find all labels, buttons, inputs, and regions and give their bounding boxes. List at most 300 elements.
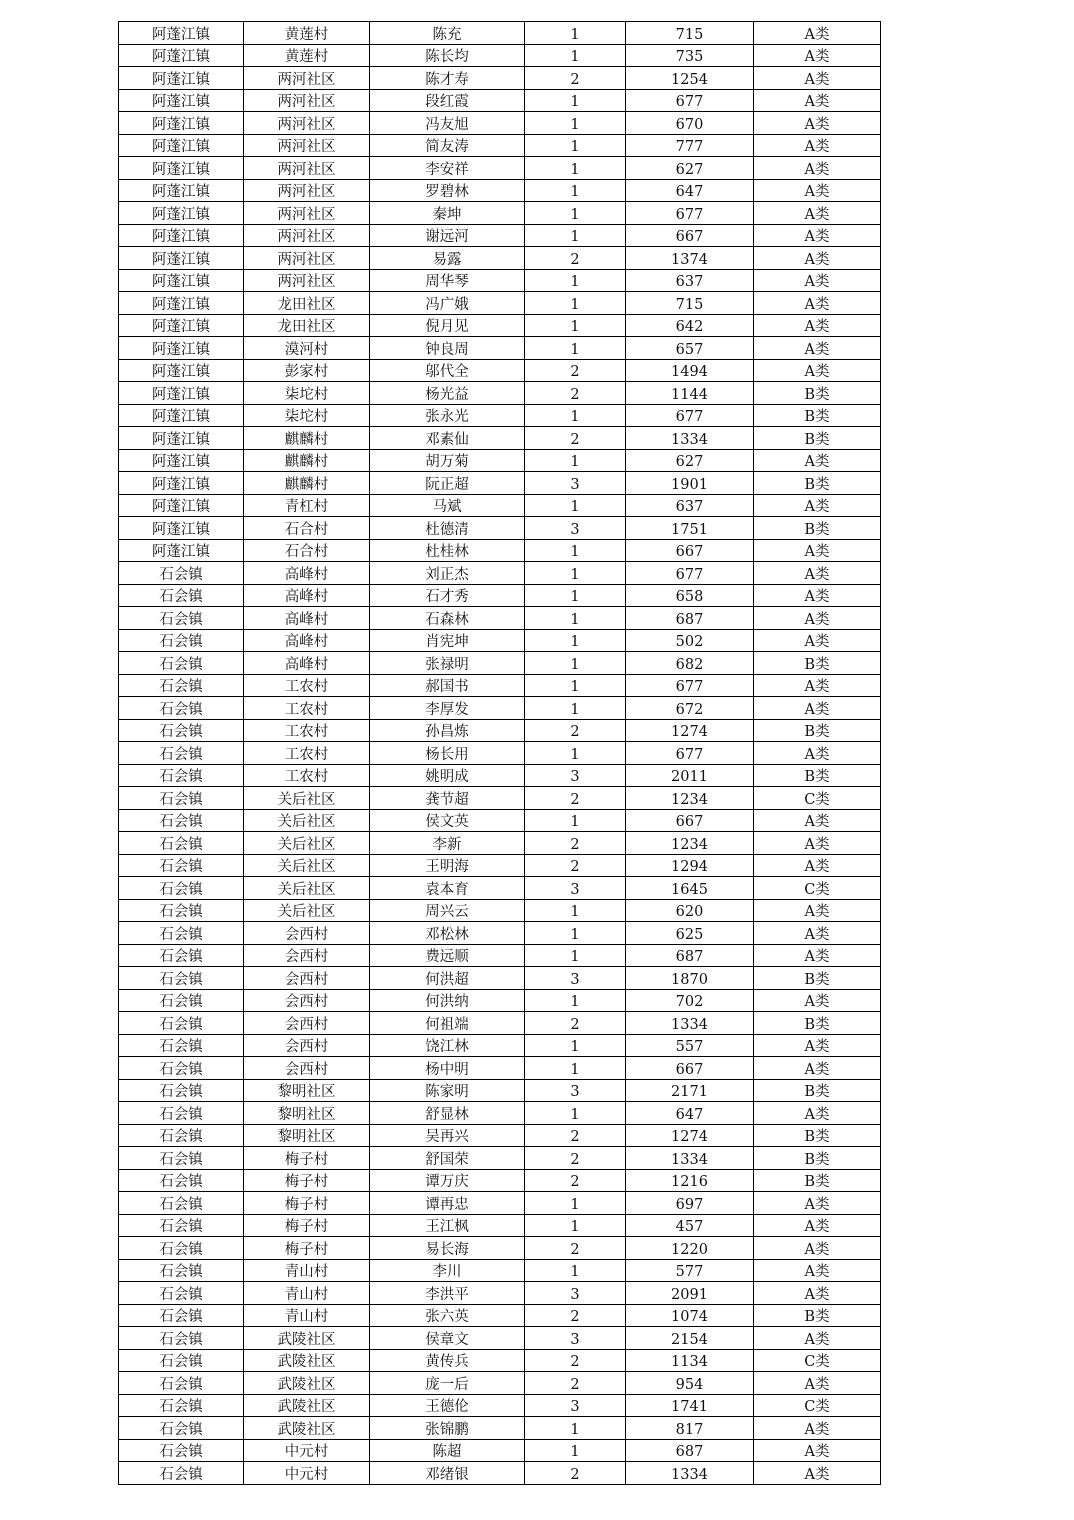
amount-cell: 687 (626, 1439, 754, 1462)
table-row (119, 337, 881, 360)
household-size-cell: 1 (525, 494, 626, 517)
town-cell: 阿蓬江镇 (119, 89, 244, 112)
household-size-cell: 1 (525, 157, 626, 180)
table-row (119, 1169, 881, 1192)
amount-cell: 1074 (626, 1304, 754, 1327)
name-cell: 杨中明 (370, 1057, 525, 1080)
household-size-cell: 1 (525, 584, 626, 607)
town-cell: 阿蓬江镇 (119, 359, 244, 382)
category-cell: A类 (754, 1462, 881, 1485)
amount-cell: 1144 (626, 382, 754, 405)
name-cell: 张禄明 (370, 652, 525, 675)
name-cell: 阮正超 (370, 472, 525, 495)
name-cell: 侯文英 (370, 809, 525, 832)
town-cell: 石会镇 (119, 1259, 244, 1282)
name-cell: 谭万庆 (370, 1169, 525, 1192)
table-row (119, 832, 881, 855)
table-row (119, 202, 881, 225)
category-cell: A类 (754, 494, 881, 517)
amount-cell: 577 (626, 1259, 754, 1282)
category-cell: A类 (754, 944, 881, 967)
category-cell: A类 (754, 44, 881, 67)
category-cell: A类 (754, 539, 881, 562)
town-cell: 石会镇 (119, 1282, 244, 1305)
village-cell: 黎明社区 (244, 1124, 370, 1147)
table-row (119, 449, 881, 472)
table-row (119, 742, 881, 765)
table-row (119, 787, 881, 810)
name-cell: 张永光 (370, 404, 525, 427)
household-size-cell: 2 (525, 1462, 626, 1485)
amount-cell: 1274 (626, 1124, 754, 1147)
category-cell: B类 (754, 1079, 881, 1102)
table-row (119, 1102, 881, 1125)
table-row (119, 1057, 881, 1080)
village-cell: 两河社区 (244, 157, 370, 180)
town-cell: 石会镇 (119, 944, 244, 967)
name-cell: 袁本育 (370, 877, 525, 900)
village-cell: 工农村 (244, 742, 370, 765)
name-cell: 杜桂林 (370, 539, 525, 562)
town-cell: 石会镇 (119, 562, 244, 585)
name-cell: 何洪超 (370, 967, 525, 990)
town-cell: 阿蓬江镇 (119, 157, 244, 180)
table-row (119, 112, 881, 135)
name-cell: 杜德清 (370, 517, 525, 540)
town-cell: 阿蓬江镇 (119, 44, 244, 67)
amount-cell: 647 (626, 1102, 754, 1125)
amount-cell: 677 (626, 89, 754, 112)
village-cell: 梅子村 (244, 1147, 370, 1170)
amount-cell: 1494 (626, 359, 754, 382)
table-row (119, 427, 881, 450)
town-cell: 石会镇 (119, 1327, 244, 1350)
household-size-cell: 2 (525, 427, 626, 450)
household-size-cell: 1 (525, 989, 626, 1012)
village-cell: 武陵社区 (244, 1372, 370, 1395)
amount-cell: 735 (626, 44, 754, 67)
village-cell: 两河社区 (244, 224, 370, 247)
town-cell: 阿蓬江镇 (119, 472, 244, 495)
town-cell: 阿蓬江镇 (119, 224, 244, 247)
town-cell: 阿蓬江镇 (119, 247, 244, 270)
name-cell: 张锦鹏 (370, 1417, 525, 1440)
town-cell: 石会镇 (119, 1192, 244, 1215)
name-cell: 黄传兵 (370, 1349, 525, 1372)
name-cell: 陈长均 (370, 44, 525, 67)
household-size-cell: 3 (525, 877, 626, 900)
town-cell: 石会镇 (119, 989, 244, 1012)
household-size-cell: 3 (525, 1282, 626, 1305)
town-cell: 石会镇 (119, 742, 244, 765)
table-row (119, 494, 881, 517)
household-size-cell: 3 (525, 1327, 626, 1350)
category-cell: C类 (754, 1394, 881, 1417)
town-cell: 阿蓬江镇 (119, 494, 244, 517)
table-row (119, 1214, 881, 1237)
household-size-cell: 1 (525, 1417, 626, 1440)
household-size-cell: 2 (525, 247, 626, 270)
village-cell: 高峰村 (244, 584, 370, 607)
table-row (119, 1237, 881, 1260)
category-cell: C类 (754, 877, 881, 900)
amount-cell: 667 (626, 1057, 754, 1080)
name-cell: 简友涛 (370, 134, 525, 157)
amount-cell: 1334 (626, 1012, 754, 1035)
table-row (119, 539, 881, 562)
town-cell: 石会镇 (119, 1034, 244, 1057)
village-cell: 青山村 (244, 1259, 370, 1282)
category-cell: B类 (754, 382, 881, 405)
town-cell: 石会镇 (119, 629, 244, 652)
table-row (119, 1034, 881, 1057)
town-cell: 石会镇 (119, 1394, 244, 1417)
amount-cell: 557 (626, 1034, 754, 1057)
category-cell: A类 (754, 1259, 881, 1282)
category-cell: A类 (754, 832, 881, 855)
data-table (118, 21, 881, 1485)
amount-cell: 777 (626, 134, 754, 157)
name-cell: 陈家明 (370, 1079, 525, 1102)
category-cell: A类 (754, 697, 881, 720)
town-cell: 石会镇 (119, 697, 244, 720)
table-row (119, 562, 881, 585)
village-cell: 龙田社区 (244, 314, 370, 337)
amount-cell: 1254 (626, 67, 754, 90)
table-row (119, 877, 881, 900)
name-cell: 李安祥 (370, 157, 525, 180)
village-cell: 工农村 (244, 697, 370, 720)
category-cell: A类 (754, 1372, 881, 1395)
household-size-cell: 3 (525, 967, 626, 990)
household-size-cell: 1 (525, 1439, 626, 1462)
household-size-cell: 1 (525, 1057, 626, 1080)
category-cell: A类 (754, 449, 881, 472)
name-cell: 秦坤 (370, 202, 525, 225)
village-cell: 麒麟村 (244, 472, 370, 495)
amount-cell: 667 (626, 539, 754, 562)
name-cell: 孙昌炼 (370, 719, 525, 742)
amount-cell: 715 (626, 22, 754, 45)
village-cell: 青杠村 (244, 494, 370, 517)
table-row (119, 1192, 881, 1215)
village-cell: 两河社区 (244, 134, 370, 157)
category-cell: A类 (754, 314, 881, 337)
category-cell: A类 (754, 359, 881, 382)
amount-cell: 502 (626, 629, 754, 652)
name-cell: 段红霞 (370, 89, 525, 112)
name-cell: 王德伦 (370, 1394, 525, 1417)
household-size-cell: 1 (525, 607, 626, 630)
amount-cell: 687 (626, 607, 754, 630)
village-cell: 两河社区 (244, 89, 370, 112)
village-cell: 会西村 (244, 944, 370, 967)
table-row (119, 382, 881, 405)
village-cell: 会西村 (244, 967, 370, 990)
amount-cell: 677 (626, 674, 754, 697)
category-cell: B类 (754, 404, 881, 427)
amount-cell: 625 (626, 922, 754, 945)
village-cell: 工农村 (244, 719, 370, 742)
name-cell: 周兴云 (370, 899, 525, 922)
town-cell: 阿蓬江镇 (119, 517, 244, 540)
category-cell: B类 (754, 719, 881, 742)
village-cell: 武陵社区 (244, 1349, 370, 1372)
amount-cell: 1645 (626, 877, 754, 900)
household-size-cell: 1 (525, 404, 626, 427)
household-size-cell: 1 (525, 22, 626, 45)
town-cell: 阿蓬江镇 (119, 67, 244, 90)
household-size-cell: 1 (525, 1259, 626, 1282)
amount-cell: 2011 (626, 764, 754, 787)
village-cell: 关后社区 (244, 899, 370, 922)
village-cell: 两河社区 (244, 179, 370, 202)
household-size-cell: 1 (525, 202, 626, 225)
category-cell: A类 (754, 202, 881, 225)
amount-cell: 620 (626, 899, 754, 922)
town-cell: 石会镇 (119, 967, 244, 990)
name-cell: 庞一后 (370, 1372, 525, 1395)
village-cell: 中元村 (244, 1439, 370, 1462)
village-cell: 会西村 (244, 1034, 370, 1057)
village-cell: 麒麟村 (244, 427, 370, 450)
table-row (119, 179, 881, 202)
category-cell: A类 (754, 157, 881, 180)
amount-cell: 697 (626, 1192, 754, 1215)
category-cell: A类 (754, 674, 881, 697)
table-row (119, 629, 881, 652)
town-cell: 阿蓬江镇 (119, 112, 244, 135)
category-cell: A类 (754, 629, 881, 652)
name-cell: 杨长用 (370, 742, 525, 765)
village-cell: 青山村 (244, 1304, 370, 1327)
name-cell: 舒国荣 (370, 1147, 525, 1170)
name-cell: 石森林 (370, 607, 525, 630)
amount-cell: 1751 (626, 517, 754, 540)
town-cell: 石会镇 (119, 877, 244, 900)
category-cell: B类 (754, 1169, 881, 1192)
category-cell: A类 (754, 1214, 881, 1237)
table-row (119, 1282, 881, 1305)
category-cell: A类 (754, 1439, 881, 1462)
table-row (119, 247, 881, 270)
household-size-cell: 2 (525, 1012, 626, 1035)
table-row (119, 922, 881, 945)
town-cell: 石会镇 (119, 1372, 244, 1395)
category-cell: A类 (754, 1237, 881, 1260)
town-cell: 石会镇 (119, 674, 244, 697)
household-size-cell: 2 (525, 1304, 626, 1327)
town-cell: 阿蓬江镇 (119, 427, 244, 450)
table-row (119, 1417, 881, 1440)
category-cell: B类 (754, 1304, 881, 1327)
table-row (119, 1349, 881, 1372)
village-cell: 会西村 (244, 989, 370, 1012)
amount-cell: 637 (626, 494, 754, 517)
town-cell: 阿蓬江镇 (119, 179, 244, 202)
amount-cell: 1334 (626, 1147, 754, 1170)
category-cell: A类 (754, 89, 881, 112)
town-cell: 阿蓬江镇 (119, 292, 244, 315)
household-size-cell: 2 (525, 832, 626, 855)
category-cell: A类 (754, 67, 881, 90)
town-cell: 石会镇 (119, 1462, 244, 1485)
amount-cell: 1294 (626, 854, 754, 877)
household-size-cell: 1 (525, 134, 626, 157)
amount-cell: 1274 (626, 719, 754, 742)
name-cell: 何祖端 (370, 1012, 525, 1035)
table-row (119, 652, 881, 675)
table-row (119, 1462, 881, 1485)
amount-cell: 2171 (626, 1079, 754, 1102)
village-cell: 武陵社区 (244, 1417, 370, 1440)
household-size-cell: 1 (525, 337, 626, 360)
town-cell: 石会镇 (119, 1079, 244, 1102)
village-cell: 梅子村 (244, 1169, 370, 1192)
table-row (119, 224, 881, 247)
category-cell: A类 (754, 247, 881, 270)
amount-cell: 627 (626, 157, 754, 180)
category-cell: A类 (754, 922, 881, 945)
table-row (119, 764, 881, 787)
amount-cell: 682 (626, 652, 754, 675)
name-cell: 易露 (370, 247, 525, 270)
town-cell: 石会镇 (119, 1439, 244, 1462)
town-cell: 阿蓬江镇 (119, 22, 244, 45)
table-row (119, 809, 881, 832)
name-cell: 龚节超 (370, 787, 525, 810)
amount-cell: 672 (626, 697, 754, 720)
town-cell: 石会镇 (119, 832, 244, 855)
village-cell: 黄莲村 (244, 22, 370, 45)
household-size-cell: 1 (525, 292, 626, 315)
village-cell: 关后社区 (244, 787, 370, 810)
town-cell: 阿蓬江镇 (119, 202, 244, 225)
town-cell: 石会镇 (119, 1147, 244, 1170)
spreadsheet-page (118, 21, 881, 1485)
household-size-cell: 1 (525, 697, 626, 720)
village-cell: 工农村 (244, 674, 370, 697)
name-cell: 易长海 (370, 1237, 525, 1260)
town-cell: 石会镇 (119, 1349, 244, 1372)
category-cell: A类 (754, 337, 881, 360)
amount-cell: 677 (626, 562, 754, 585)
town-cell: 阿蓬江镇 (119, 404, 244, 427)
village-cell: 柒坨村 (244, 382, 370, 405)
category-cell: C类 (754, 787, 881, 810)
household-size-cell: 1 (525, 89, 626, 112)
table-row (119, 1327, 881, 1350)
table-row (119, 1439, 881, 1462)
household-size-cell: 1 (525, 899, 626, 922)
household-size-cell: 2 (525, 1349, 626, 1372)
village-cell: 两河社区 (244, 247, 370, 270)
household-size-cell: 1 (525, 562, 626, 585)
household-size-cell: 2 (525, 719, 626, 742)
town-cell: 石会镇 (119, 1417, 244, 1440)
village-cell: 会西村 (244, 1012, 370, 1035)
household-size-cell: 1 (525, 944, 626, 967)
table-row (119, 697, 881, 720)
table-body (119, 22, 881, 1485)
household-size-cell: 1 (525, 1214, 626, 1237)
town-cell: 石会镇 (119, 584, 244, 607)
category-cell: A类 (754, 179, 881, 202)
name-cell: 李洪平 (370, 1282, 525, 1305)
category-cell: B类 (754, 427, 881, 450)
household-size-cell: 1 (525, 922, 626, 945)
category-cell: B类 (754, 764, 881, 787)
amount-cell: 1334 (626, 427, 754, 450)
table-row (119, 1304, 881, 1327)
amount-cell: 1374 (626, 247, 754, 270)
household-size-cell: 2 (525, 67, 626, 90)
table-row (119, 1394, 881, 1417)
town-cell: 石会镇 (119, 809, 244, 832)
household-size-cell: 1 (525, 179, 626, 202)
village-cell: 柒坨村 (244, 404, 370, 427)
name-cell: 侯章文 (370, 1327, 525, 1350)
village-cell: 中元村 (244, 1462, 370, 1485)
town-cell: 阿蓬江镇 (119, 269, 244, 292)
name-cell: 王江枫 (370, 1214, 525, 1237)
village-cell: 高峰村 (244, 607, 370, 630)
category-cell: A类 (754, 112, 881, 135)
category-cell: A类 (754, 1282, 881, 1305)
category-cell: A类 (754, 1102, 881, 1125)
amount-cell: 677 (626, 742, 754, 765)
town-cell: 石会镇 (119, 1012, 244, 1035)
amount-cell: 1234 (626, 787, 754, 810)
category-cell: A类 (754, 22, 881, 45)
name-cell: 姚明成 (370, 764, 525, 787)
amount-cell: 1334 (626, 1462, 754, 1485)
town-cell: 石会镇 (119, 652, 244, 675)
town-cell: 阿蓬江镇 (119, 449, 244, 472)
amount-cell: 670 (626, 112, 754, 135)
household-size-cell: 1 (525, 742, 626, 765)
town-cell: 石会镇 (119, 1102, 244, 1125)
household-size-cell: 1 (525, 314, 626, 337)
name-cell: 杨光益 (370, 382, 525, 405)
amount-cell: 627 (626, 449, 754, 472)
name-cell: 李厚发 (370, 697, 525, 720)
name-cell: 陈才寿 (370, 67, 525, 90)
category-cell: C类 (754, 1349, 881, 1372)
name-cell: 石才秀 (370, 584, 525, 607)
town-cell: 石会镇 (119, 607, 244, 630)
name-cell: 邓素仙 (370, 427, 525, 450)
household-size-cell: 2 (525, 382, 626, 405)
name-cell: 冯广娥 (370, 292, 525, 315)
village-cell: 青山村 (244, 1282, 370, 1305)
category-cell: A类 (754, 562, 881, 585)
category-cell: A类 (754, 989, 881, 1012)
name-cell: 谭再忠 (370, 1192, 525, 1215)
village-cell: 会西村 (244, 922, 370, 945)
table-row (119, 134, 881, 157)
village-cell: 石合村 (244, 539, 370, 562)
household-size-cell: 1 (525, 269, 626, 292)
village-cell: 武陵社区 (244, 1327, 370, 1350)
village-cell: 关后社区 (244, 809, 370, 832)
table-row (119, 674, 881, 697)
town-cell: 石会镇 (119, 719, 244, 742)
village-cell: 黎明社区 (244, 1079, 370, 1102)
town-cell: 石会镇 (119, 854, 244, 877)
amount-cell: 817 (626, 1417, 754, 1440)
village-cell: 梅子村 (244, 1214, 370, 1237)
